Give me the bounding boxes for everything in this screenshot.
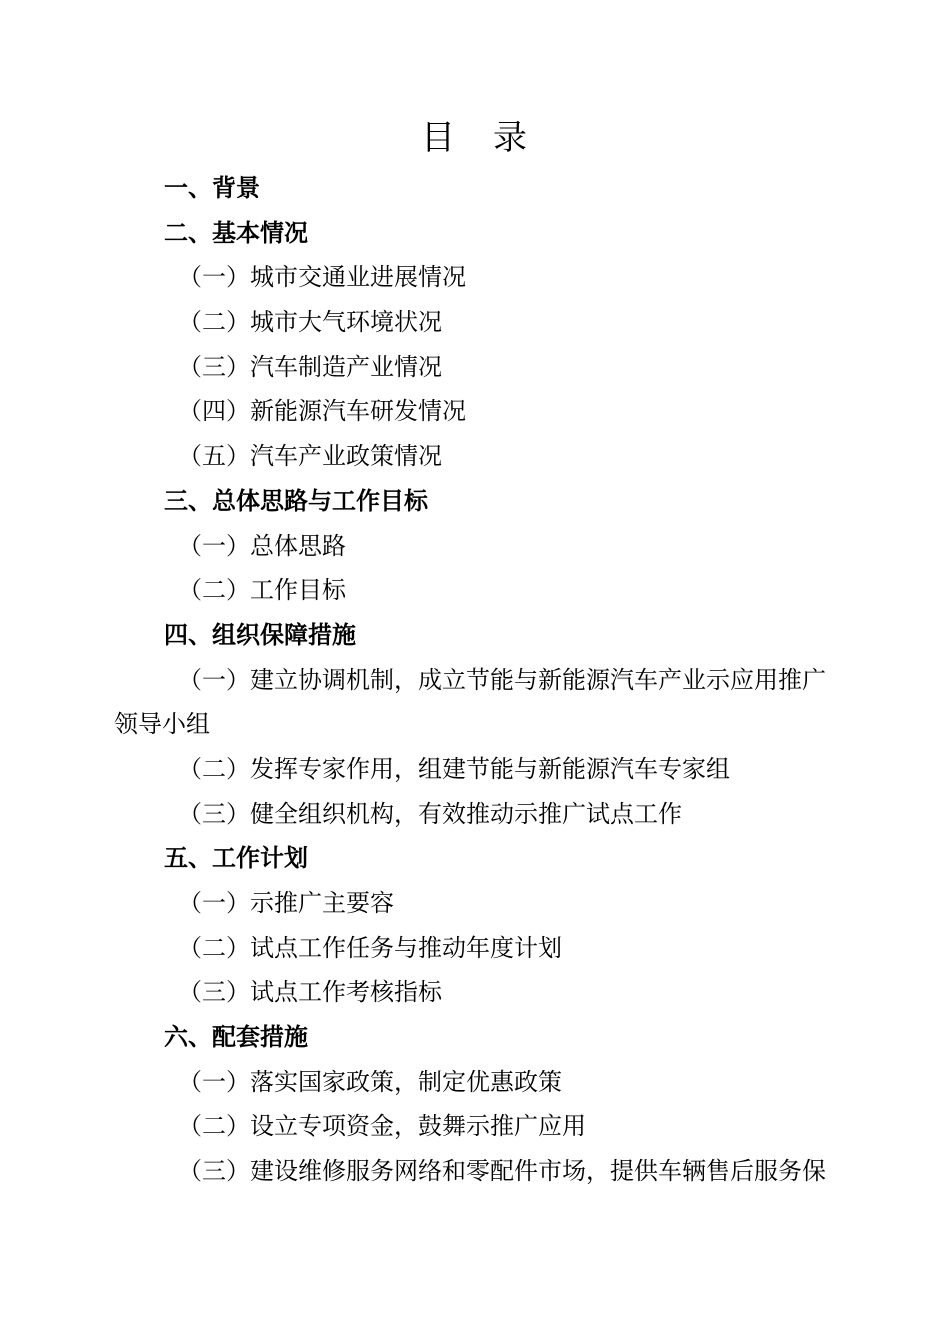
toc-section-heading: 一、背景 bbox=[164, 174, 260, 202]
toc-subsection: （一）落实国家政策，制定优惠政策 bbox=[178, 1067, 562, 1096]
toc-section-heading: 四、组织保障措施 bbox=[164, 620, 356, 649]
toc-subsection: （五）汽车产业政策情况 bbox=[178, 442, 442, 471]
toc-subsection: （二）发挥专家作用，组建节能与新能源汽车专家组 bbox=[178, 754, 730, 783]
toc-section-heading: 二、基本情况 bbox=[164, 218, 308, 247]
toc-subsection: （四）新能源汽车研发情况 bbox=[178, 397, 466, 426]
toc-section-heading: 六、配套措施 bbox=[164, 1023, 308, 1052]
toc-subsection: （一）示推广主要容 bbox=[178, 889, 394, 917]
toc-subsection: （三）建设维修服务网络和零配件市场，提供车辆售后服务保 bbox=[178, 1157, 826, 1186]
toc-section-heading: 五、工作计划 bbox=[164, 844, 308, 873]
toc-subsection: （二）城市大气环境状况 bbox=[178, 308, 442, 337]
toc-subsection: （一）总体思路 bbox=[178, 531, 346, 560]
toc-subsection-continuation: 领导小组 bbox=[114, 710, 210, 739]
toc-subsection: （三）汽车制造产业情况 bbox=[178, 352, 442, 381]
toc-section-heading: 三、总体思路与工作目标 bbox=[164, 486, 428, 515]
toc-subsection: （二）设立专项资金，鼓舞示推广应用 bbox=[178, 1112, 586, 1141]
toc-subsection: （一）城市交通业进展情况 bbox=[178, 263, 466, 292]
table-of-contents bbox=[114, 166, 874, 1194]
toc-subsection: （二）工作目标 bbox=[178, 576, 346, 605]
toc-subsection: （二）试点工作任务与推动年度计划 bbox=[178, 933, 562, 962]
toc-subsection: （一）建立协调机制，成立节能与新能源汽车产业示应用推广 bbox=[178, 665, 826, 694]
toc-subsection: （三）试点工作考核指标 bbox=[178, 978, 442, 1007]
toc-subsection: （三）健全组织机构，有效推动示推广试点工作 bbox=[178, 799, 682, 828]
page-title: 目 录 bbox=[421, 118, 529, 158]
